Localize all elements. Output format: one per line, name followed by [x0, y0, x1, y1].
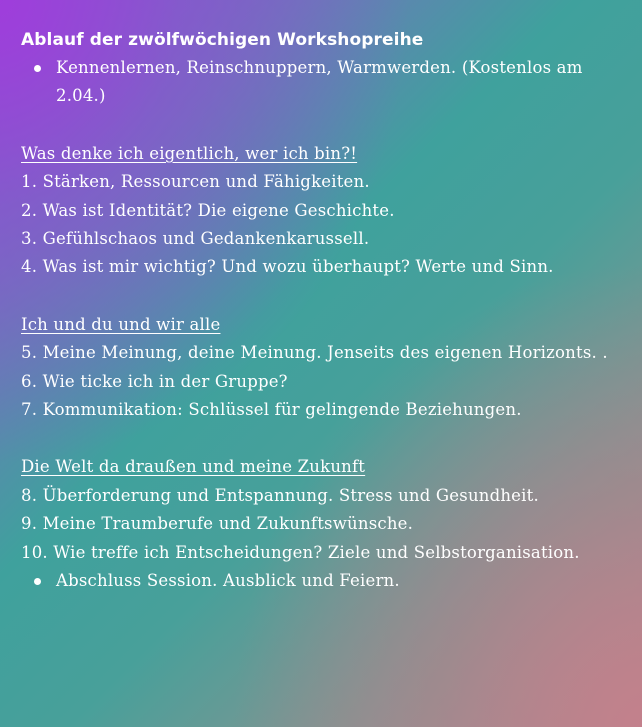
outro-list	[21, 567, 633, 595]
list-item: 4. Was ist mir wichtig? Und wozu überhaupt? Werte und Sinn.	[21, 257, 554, 277]
section-heading: Ich und du und wir alle	[21, 314, 221, 334]
list-item: 9. Meine Traumberufe und Zukunftswünsche.	[21, 514, 414, 534]
list-item: 5. Meine Meinung, deine Meinung. Jenseits des eigenen Horizonts. .	[21, 343, 608, 363]
list-item: 7. Kommunikation: Schlüssel für gelingende Beziehungen.	[21, 400, 522, 420]
list-item	[21, 54, 633, 111]
outro-item-text: Abschluss Session. Ausblick und Feiern.	[56, 571, 400, 591]
page-title: Ablauf der zwölfwöchigen Workshopreihe	[21, 30, 424, 50]
section-heading: Was denke ich eigentlich, wer ich bin?!	[21, 143, 358, 163]
section-relationships	[21, 311, 633, 425]
list-item: 10. Wie treffe ich Entscheidungen? Ziele und Selbstorganisation.	[21, 542, 580, 562]
intro-list	[21, 54, 633, 111]
list-item: 1. Stärken, Ressourcen und Fähigkeiten.	[21, 172, 370, 192]
list-item: 6. Wie ticke ich in der Gruppe?	[21, 371, 288, 391]
section-heading: Die Welt da draußen und meine Zukunft	[21, 457, 366, 477]
bullet-icon	[34, 578, 41, 585]
workshop-schedule	[21, 26, 633, 596]
section-identity	[21, 140, 633, 282]
bullet-icon	[34, 65, 41, 72]
list-item: 8. Überforderung und Entspannung. Stress und Gesundheit.	[21, 485, 539, 505]
section-future	[21, 453, 633, 567]
list-item: 3. Gefühlschaos und Gedankenkarussell.	[21, 229, 370, 249]
list-item	[21, 567, 633, 595]
intro-item-text: Kennenlernen, Reinschnuppern, Warmwerden. (Kostenlos am 2.04.)	[56, 58, 583, 106]
list-item: 2. Was ist Identität? Die eigene Geschichte.	[21, 200, 395, 220]
